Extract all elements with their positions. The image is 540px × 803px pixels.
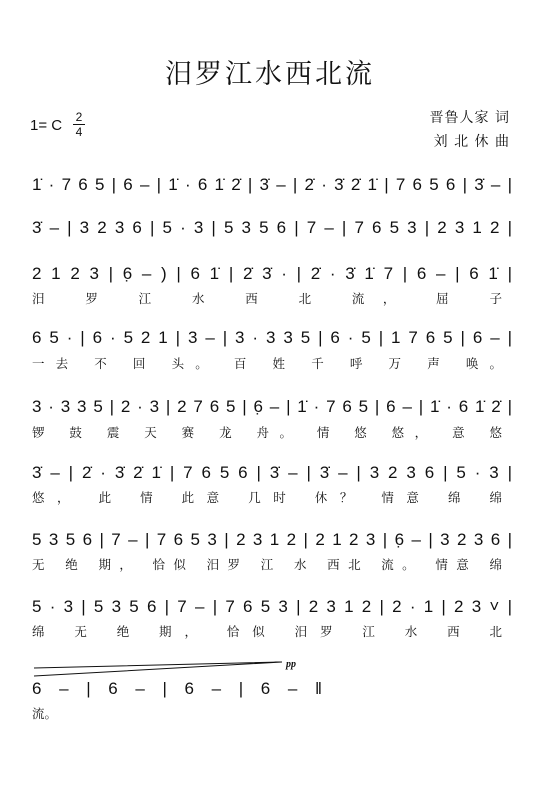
score-line-3-notes: 2 1 2 3 | 6̣ – ) | 6 1̇ | 2̇ 3̇ · | 2̇ · 3̇ 1̇ 7 | 6 – | 6 1̇ | [32,264,512,283]
score-line-5-lyrics: 锣 鼓 震 天 赛 龙 舟。 情 悠 悠， 意 悠 [32,425,502,440]
lyricist-credit: 晋鲁人家 词 [429,110,510,126]
score-line-1-notes: 1̇ · 7 6 5 | 6 – | 1̇ · 6 1̇ 2̇ | 3̇ – | 2̇ · 3̇ 2̇ 1̇ | 7 6 5 6 | 3̇ – | [32,175,513,194]
score-line-2-notes: 3̇ – | 3 2 3 6 | 5 · 3 | 5 3 5 6 | 7 – | 7 6 5 3 | 2 3 1 2 | [32,218,513,237]
composer-credit: 刘 北 休 曲 [433,134,510,150]
score-line-3-lyrics: 汨 罗 江 水 西 北 流， 屈 子 [32,291,502,306]
time-signature-top: 2 [75,110,83,124]
score-line-8-notes: 5 · 3 | 5 3 5 6 | 7 – | 7 6 5 3 | 2 3 1 2 | 2 · 1 | 2 3 ˅ | [32,597,512,616]
score-line-4-lyrics: 一去 不 回 头。 百 姓 千 呼 万 声 唤。 [32,356,503,371]
score-line-5-notes: 3 · 3 3 5 | 2 · 3 | 2 7 6 5 | 6̣ – | 1̇ · 7 6 5 | 6 – | 1̇ · 6 1̇ 2̇ | [32,397,512,416]
key-signature: 1= C [30,117,63,134]
score-line-7-lyrics: 无 绝 期， 恰似 汨罗 江 水 西北 流。 情意 绵 [32,557,502,572]
score-line-8-lyrics: 绵 无 绝 期， 恰似 汨罗 江 水 西 北 [32,624,503,639]
dynamic-mark: pp [286,659,296,670]
score-line-9-lyrics: 流。 [32,706,58,721]
score-line-6-lyrics: 悠， 此 情 此意 几时 休？ 情意 绵 绵 [32,490,503,505]
score-line-4-notes: 6 5 · | 6 · 5 2 1 | 3 – | 3 · 3 3 5 | 6 · 5 | 1 7 6 5 | 6 – | [32,328,512,347]
score-layer [32,175,512,721]
decrescendo-mark [34,662,282,676]
song-title: 汨罗江水西北流 [165,59,375,90]
score-line-6-notes: 3̇ – | 2̇ · 3̇ 2̇ 1̇ | 7 6 5 6 | 3̇ – | 3̇ – | 3 2 3 6 | 5 · 3 | [32,463,512,482]
score-line-7-notes: 5 3 5 6 | 7 – | 7 6 5 3 | 2 3 1 2 | 2 1 2 3 | 6̣ – | 3 2 3 6 | [32,530,512,549]
time-signature-bottom: 4 [75,125,83,139]
score-line-9-notes: 6 – | 6 – | 6 – | 6 – ‖ [32,679,322,698]
